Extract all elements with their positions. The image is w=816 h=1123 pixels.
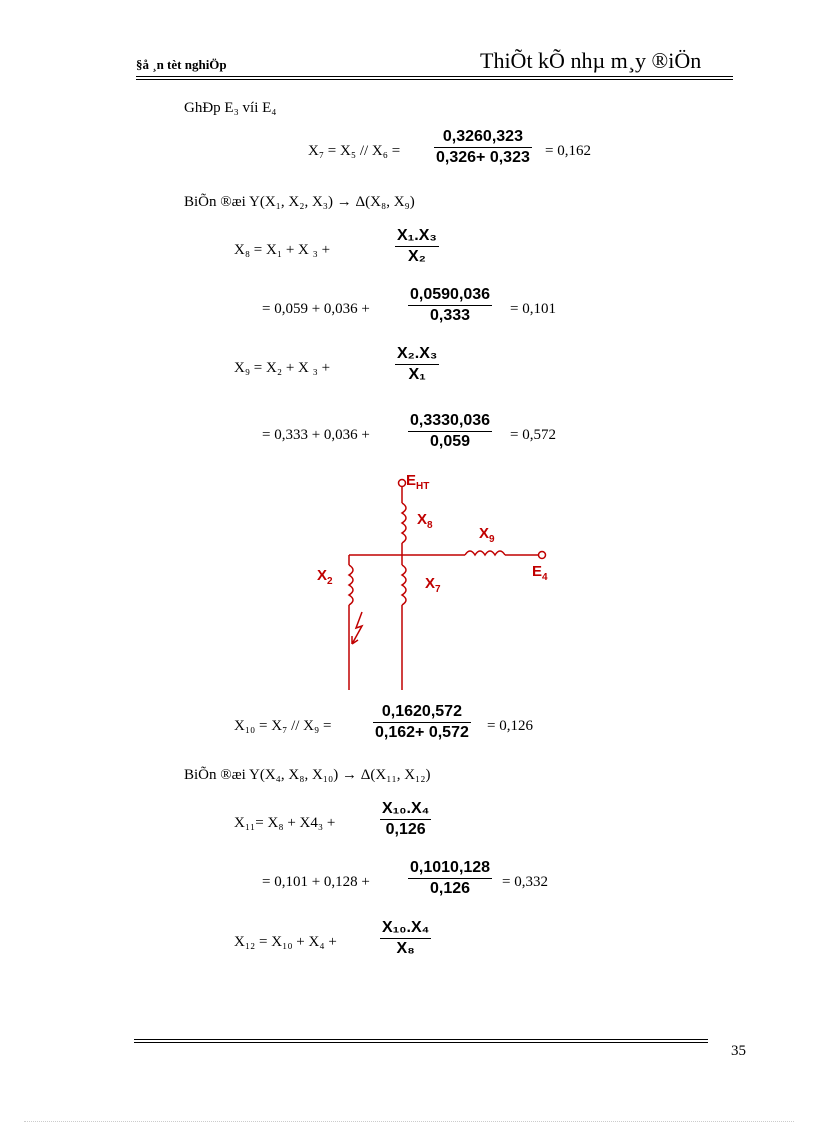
eq-x8-value-lhs: = 0,059 + 0,036 +	[262, 301, 370, 317]
header-left-title: §å ¸n tèt nghiÖp	[136, 57, 227, 72]
eq-x11-value-lhs: = 0,101 + 0,128 +	[262, 874, 370, 890]
label-eht: $E_{HT}$	[406, 472, 430, 492]
eq-x11-result: = 0,332	[502, 874, 548, 890]
label-x2: $X_2$	[317, 567, 333, 587]
eq-x11-lhs: X₁₁= X₈ + X4₃ +	[234, 815, 336, 831]
eq-x9-denominator: X₁	[408, 366, 426, 383]
eq-x8-value-numerator: 0,0590,036	[410, 286, 491, 303]
fault-symbol	[352, 612, 362, 644]
page-number: 35	[731, 1043, 746, 1059]
eq-x10-denominator: 0,162+ 0,572	[375, 724, 469, 741]
eq-x7-result: = 0,162	[545, 143, 591, 159]
eq-x11-denominator: 0,126	[385, 821, 426, 838]
e4-terminal	[539, 552, 546, 559]
header-right-title: ThiÕt kÕ nhµ m¸y ®iÖn	[480, 48, 702, 73]
eq-x11-fraction	[380, 800, 431, 839]
eq-x7-numerator: 0,3260,323	[442, 128, 523, 145]
inductor-x2	[349, 565, 353, 605]
eq-x8-numerator: X₁.X₃	[397, 227, 437, 244]
eq-x10-result: = 0,126	[487, 718, 533, 734]
section-text-bien-doi-1: BiÕn ®æi Y(X₁, X₂, X₃) → Δ(X₈, X₉)	[184, 194, 415, 210]
eq-x7-denominator: 0,326+ 0,323	[436, 149, 530, 166]
footer-rule	[134, 1039, 708, 1040]
section-text-ghep: GhÐp E₃ víi E₄	[184, 100, 277, 116]
inductor-x7	[402, 565, 406, 605]
label-x7: $X_7$	[425, 575, 441, 595]
eq-x9-lhs: X₉ = X₂ + X ₃ +	[234, 360, 331, 376]
label-x8: $X_8$	[417, 511, 433, 531]
eq-x8-lhs: X₈ = X₁ + X ₃ +	[234, 242, 331, 258]
eq-x10-lhs: X₁₀ = X₇ // X₉ =	[234, 718, 332, 734]
eq-x12-denominator: X₈	[396, 940, 415, 957]
eq-x11-value-fraction	[408, 859, 492, 898]
label-x9: $X_9$	[479, 525, 495, 545]
eq-x9-value-lhs: = 0,333 + 0,036 +	[262, 427, 370, 443]
eq-x7-lhs: X₇ = X₅ // X₆ =	[308, 143, 401, 159]
eq-x9-value-numerator: 0,3330,036	[410, 412, 491, 429]
footer-rule-secondary	[134, 1042, 708, 1043]
eq-x12-fraction	[380, 919, 431, 958]
eq-x8-denominator: X₂	[408, 248, 426, 265]
eht-terminal	[399, 480, 406, 487]
eq-x9-value-denominator: 0,059	[430, 433, 471, 450]
eq-x10-numerator: 0,1620,572	[381, 703, 462, 720]
circuit-wires	[349, 480, 546, 691]
eq-x9-result: = 0,572	[510, 427, 556, 443]
section-text-bien-doi-2: BiÕn ®æi Y(X₄, X₈, X₁₀) → Δ(X₁₁, X₁₂)	[184, 767, 431, 783]
eq-x11-value-denominator: 0,126	[430, 880, 471, 897]
eq-x9-numerator: X₂.X₃	[397, 345, 438, 362]
page-edge-divider	[24, 1121, 794, 1122]
eq-x12-numerator: X₁₀.X₄	[382, 919, 430, 936]
eq-x11-value-numerator: 0,1010,128	[410, 859, 491, 876]
eq-x8-result: = 0,101	[510, 301, 556, 317]
inductor-x8	[402, 503, 406, 543]
eq-x12-lhs: X₁₂ = X₁₀ + X₄ +	[234, 934, 337, 950]
eq-x10-fraction	[373, 703, 471, 742]
inductor-x9	[465, 551, 505, 555]
label-e4: $E_4$	[532, 563, 548, 583]
eq-x8-value-denominator: 0,333	[430, 307, 471, 324]
eq-x11-numerator: X₁₀.X₄	[382, 800, 430, 817]
